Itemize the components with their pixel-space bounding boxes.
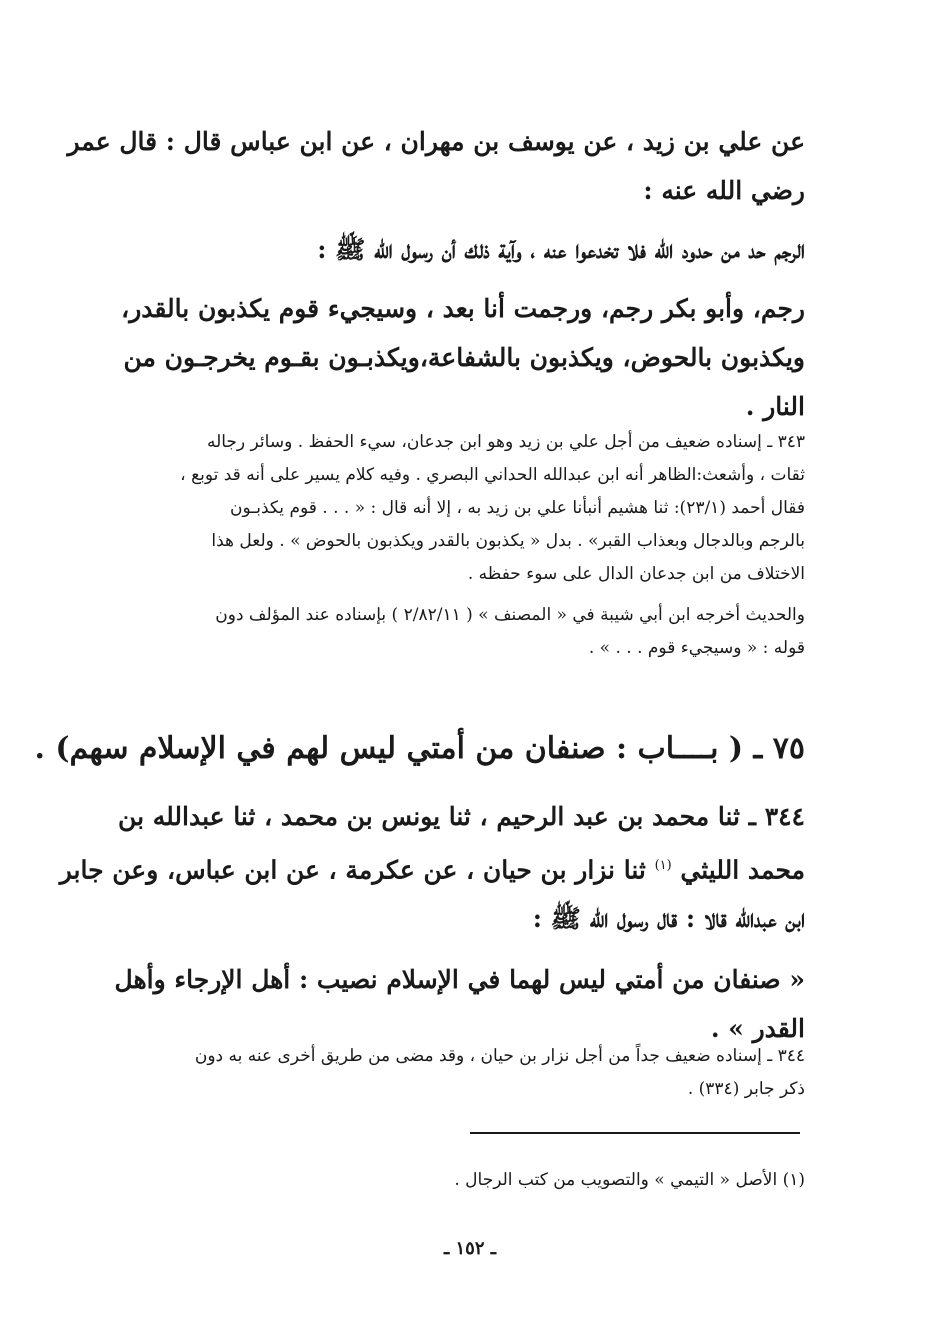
note-line: بالرجم وبالدجال وبعذاب القبر» . بدل « يكذبون بالقدر ويكذبون بالحوض » . ولعل هذا <box>211 531 805 551</box>
text-line: ابن عبدالله قالا : قال رسول الله ﷺ : <box>532 904 805 934</box>
text-line: القدر » . <box>710 1014 805 1044</box>
footnote-divider <box>470 1132 800 1134</box>
narrator-name: محمد الليثي <box>680 855 805 885</box>
hadith-344-text <box>59 792 805 1053</box>
chapter-heading <box>34 726 805 772</box>
text-line: رضي الله عنه : <box>643 176 805 205</box>
footnote <box>130 1165 805 1195</box>
note-line: ثقات ، وأشعث:الظاهر أنه ابن عبدالله الحداني البصري . وفيه كلام يسير على أنه قد توبع ، <box>180 465 805 485</box>
hadith-343-text <box>67 117 805 431</box>
hadith-343-commentary <box>130 426 805 665</box>
text-line: الرجم حد من حدود الله فلا تخدعوا عنه ، وآية ذلك أن رسول الله ﷺ : <box>317 235 805 264</box>
text-line: النار . <box>745 392 805 421</box>
note-line: ذكر جابر (٣٣٤) . <box>687 1079 805 1099</box>
text-line: ويكذبون بالحوض، ويكذبون بالشفاعة،ويكذبـون بقـوم يخرجـون من <box>123 343 805 372</box>
note-line: ٣٤٤ ـ إسناده ضعيف جداً من أجل نزار بن حيان ، وقد مضى من طريق أخرى عنه به دون <box>194 1046 805 1066</box>
text-line <box>59 841 805 894</box>
note-line: فقال أحمد (٢٣/١): ثنا هشيم أنبأنا علي بن زيد به ، إلا أنه قال : « . . . قوم يكذبـون <box>230 498 805 518</box>
isnad-text: ثنا نزار بن حيان ، عن عكرمة ، عن ابن عباس، وعن جابر <box>59 855 646 885</box>
note-line: الاختلاف من ابن جدعان الدال على سوء حفظه . <box>467 564 805 584</box>
text-line: ٣٤٤ ـ ثنا محمد بن عبد الرحيم ، ثنا يونس بن محمد ، ثنا عبدالله بن <box>118 802 805 831</box>
note-line: والحديث أخرجه ابن أبي شيبة في « المصنف » ( ٢/٨٢/١١ ) بإسناده عند المؤلف دون <box>215 605 805 625</box>
footnote-reference: (١) <box>654 858 672 873</box>
note-line: قوله : « وسيجيء قوم . . . » . <box>588 638 805 658</box>
footnote-text: (١) الأصل « التيمي » والتصويب من كتب الرجال . <box>454 1170 805 1190</box>
text-line: عن علي بن زيد ، عن يوسف بن مهران ، عن ابن عباس قال : قال عمر <box>67 127 805 156</box>
chapter-title: ٧٥ ـ ( بــــاب : صنفان من أمتي ليس لهم في الإسلام سهم) . <box>34 731 805 766</box>
page-number: ـ ١٥٢ ـ <box>443 1238 497 1259</box>
hadith-344-commentary <box>130 1040 805 1106</box>
note-line: ٣٤٣ ـ إسناده ضعيف من أجل علي بن زيد وهو ابن جدعان، سيء الحفظ . وسائر رجاله <box>206 432 805 452</box>
text-line: « صنفان من أمتي ليس لهما في الإسلام نصيب : أهل الإرجاء وأهل <box>114 965 805 995</box>
text-line: رجم، وأبو بكر رجم، ورجمت أنا بعد ، وسيجيء قوم يكذبون بالقدر، <box>121 294 805 323</box>
